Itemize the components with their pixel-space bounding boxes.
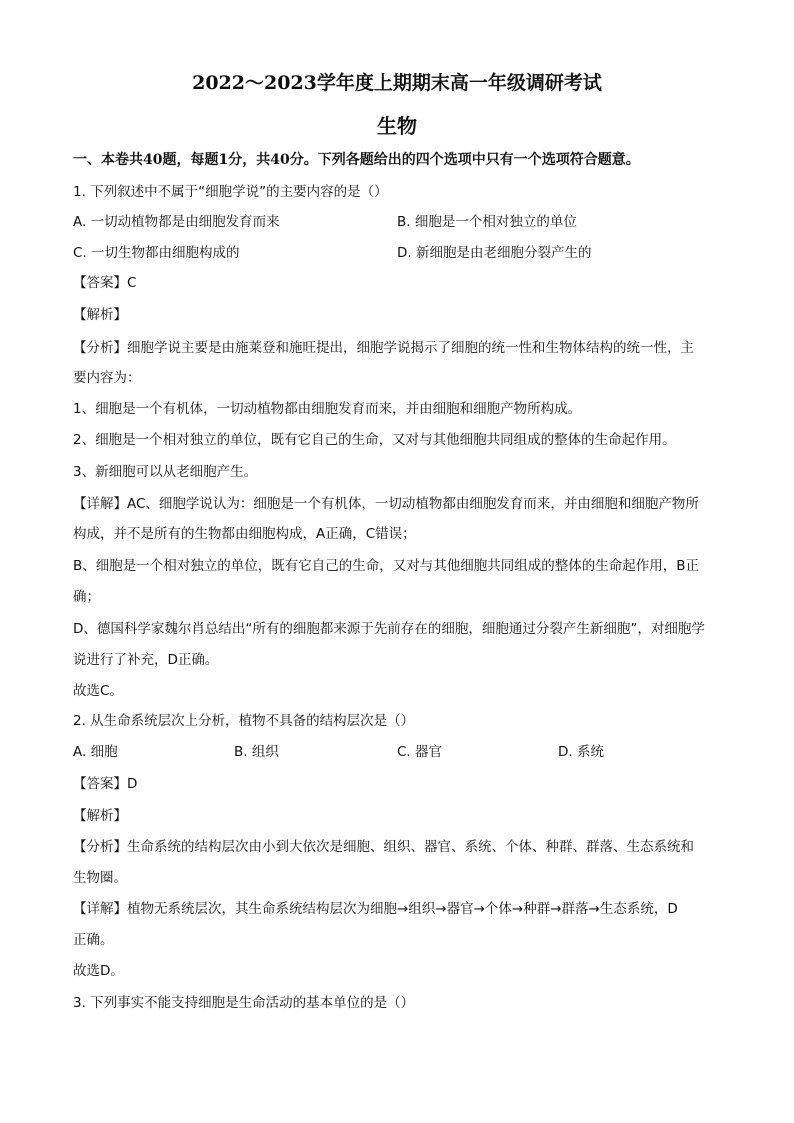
q2-fenxi-1 [73,837,694,857]
xiangjie-text: 植物无系统层次，其生命系统结构层次为细胞→组织→器官→个体→种群→群落→生态系统，D [127,901,678,917]
q2-option-a: A. 细胞 [73,744,118,760]
q1-option-a: A. 一切动植物都是由细胞发育而来 [73,214,280,230]
q1-conclusion: 故选C。 [73,683,123,699]
section-heading: 一、本卷共40题，每题1分，共40分。下列各题给出的四个选项中只有一个选项符合题意。 [73,152,640,168]
q1-xj-4: 确； [73,589,100,605]
q1-stem: 1. 下列叙述中不属于“细胞学说”的主要内容的是（） [73,184,388,200]
fenxi-tag: 【分析】 [73,340,127,356]
fenxi-text: 生命系统的结构层次由小到大依次是细胞、组织、器官、系统、个体、种群、群落、生态系统和 [127,839,694,855]
answer-value: C [127,275,137,291]
q1-option-c: C. 一切生物都由细胞构成的 [73,245,240,261]
q1-point-1: 1、细胞是一个有机体，一切动植物都由细胞发育而来，并由细胞和细胞产物所构成。 [73,401,582,417]
q2-option-c: C. 器官 [397,744,443,760]
q2-fenxi-2: 生物圈。 [73,870,127,886]
q2-xj-2: 正确。 [73,932,114,948]
q1-point-2: 2、细胞是一个相对独立的单位，既有它自己的生命，又对与其他细胞共同组成的整体的生命起作用。 [73,432,676,448]
q2-option-d: D. 系统 [558,744,604,760]
q1-point-3: 3、新细胞可以从老细胞产生。 [73,464,258,480]
q2-jiexi-tag: 【解析】 [73,808,127,824]
q2-answer [73,774,137,794]
q1-xj-1 [73,494,699,514]
subject-title: 生物 [377,114,417,138]
q1-xj-5: D、德国科学家魏尔肖总结出“所有的细胞都来源于先前存在的细胞，细胞通过分裂产生新细胞”，对细胞学 [73,621,705,637]
q1-xj-3: B、细胞是一个相对独立的单位，既有它自己的生命，又对与其他细胞共同组成的整体的生命起作用，B正 [73,558,700,574]
answer-tag: 【答案】 [73,275,127,291]
xiangjie-text: AC、细胞学说认为：细胞是一个有机体，一切动植物都由细胞发育而来，并由细胞和细胞产物所 [127,496,699,512]
q1-option-b: B. 细胞是一个相对独立的单位 [397,214,577,230]
q1-jiexi-tag: 【解析】 [73,307,127,323]
q1-option-d: D. 新细胞是由老细胞分裂产生的 [397,245,592,261]
q2-conclusion: 故选D。 [73,963,124,979]
xiangjie-tag: 【详解】 [73,496,127,512]
q1-fenxi-1 [73,338,694,358]
q2-stem: 2. 从生命系统层次上分析，植物不具备的结构层次是（） [73,713,415,729]
exam-title: 2022～2023学年度上期期末高一年级调研考试 [192,72,602,94]
q3-stem: 3. 下列事实不能支持细胞是生命活动的基本单位的是（） [73,995,415,1011]
answer-value: D [127,776,138,792]
answer-tag: 【答案】 [73,776,127,792]
q1-answer [73,273,136,293]
xiangjie-tag: 【详解】 [73,901,127,917]
q2-option-b: B. 组织 [234,744,279,760]
q1-fenxi-2: 要内容为： [73,370,141,386]
q1-xj-6: 说进行了补充，D正确。 [73,652,219,668]
fenxi-text: 细胞学说主要是由施莱登和施旺提出，细胞学说揭示了细胞的统一性和生物体结构的统一性，主 [127,340,694,356]
fenxi-tag: 【分析】 [73,839,127,855]
q2-xj-1 [73,899,678,919]
q1-xj-2: 构成，并不是所有的生物都由细胞构成，A正确，C错误； [73,526,416,542]
